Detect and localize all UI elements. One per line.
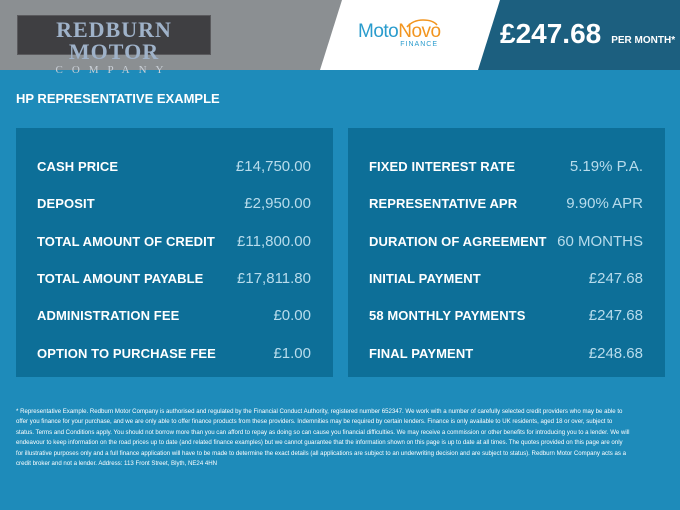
detail-label: 58 MONTHLY PAYMENTS xyxy=(369,308,526,324)
detail-value: £248.68 xyxy=(588,344,643,362)
detail-value: £0.00 xyxy=(273,307,311,325)
detail-label: OPTION TO PURCHASE FEE xyxy=(37,345,216,361)
detail-row-deposit xyxy=(16,185,333,222)
detail-row-total-credit xyxy=(16,223,333,260)
detail-value: £2,950.00 xyxy=(244,195,311,213)
detail-row-final-payment xyxy=(348,334,665,371)
detail-label: CASH PRICE xyxy=(37,159,119,175)
detail-value: 9.90% APR xyxy=(566,195,643,213)
detail-label: REPRESENTATIVE APR xyxy=(369,196,518,212)
dealer-name: REDBURN MOTOR xyxy=(56,17,172,64)
dealer-logo xyxy=(17,15,211,76)
detail-label: TOTAL AMOUNT OF CREDIT xyxy=(37,233,215,249)
detail-label: TOTAL AMOUNT PAYABLE xyxy=(37,271,204,287)
detail-label: ADMINISTRATION FEE xyxy=(37,308,180,324)
car-icon xyxy=(405,19,439,29)
detail-row-admin-fee xyxy=(16,297,333,334)
detail-label: FIXED INTEREST RATE xyxy=(369,159,516,175)
detail-label: DEPOSIT xyxy=(37,196,95,212)
detail-row-duration xyxy=(348,223,665,260)
detail-row-option-fee xyxy=(16,334,333,371)
detail-row-interest-rate xyxy=(348,148,665,185)
detail-row-initial-payment xyxy=(348,260,665,297)
detail-label: INITIAL PAYMENT xyxy=(369,271,481,287)
detail-value: 60 MONTHS xyxy=(557,232,643,250)
dealer-subtitle: COMPANY xyxy=(55,64,173,76)
detail-row-total-payable xyxy=(16,260,333,297)
finance-details-right xyxy=(348,128,665,377)
finance-subtitle: FINANCE xyxy=(400,41,438,48)
detail-label: DURATION OF AGREEMENT xyxy=(369,233,547,249)
finance-brand-novo: Novo xyxy=(398,21,441,42)
page-title: HP REPRESENTATIVE EXAMPLE xyxy=(16,91,220,106)
monthly-price-block xyxy=(500,18,675,52)
detail-row-cash-price xyxy=(16,148,333,185)
detail-label: FINAL PAYMENT xyxy=(369,345,474,361)
monthly-price: £247.68 xyxy=(500,18,602,49)
detail-row-monthly-payments xyxy=(348,297,665,334)
detail-value: £11,800.00 xyxy=(237,232,311,250)
detail-value: 5.19% P.A. xyxy=(569,158,643,176)
detail-value: £247.68 xyxy=(588,307,643,325)
per-month-label: PER MONTH* xyxy=(611,35,676,46)
finance-details-left xyxy=(16,128,333,377)
detail-value: £14,750.00 xyxy=(235,158,311,176)
detail-value: £1.00 xyxy=(273,344,311,362)
disclaimer-text: * Representative Example. Redburn Motor Company is authorised and regulated by the Financial Conduct Authority, registered number 652347. We work with a number of carefully selected credit providers who may be able to offer you finance for your purchase, and we are only able to offer finance products from these providers. Indemnities may be required by certain lenders. Finance is only available to UK residents, aged 18 or over, subject to status. Terms and Conditions apply. You should not borrow more than you can afford to repay as doing so can cause you financial difficulties. We may receive a commission or other benefits for introducing you to a lender. We will endeavour to keep information on the road prices up to date (and related finance examples) but we cannot guarantee that the information shown on this page is up to date at all times. The quotes provided on this page are only for illustrative purposes only and a full finance application will have to be made to determine the exact details (all applications are subject to an underwriting decision and are subject to status). Redburn Motor Company acts as a credit broker and not a lender. Address: 113 Front Street, Blyth, NE24 4HN xyxy=(16,408,630,468)
detail-row-apr xyxy=(348,185,665,222)
detail-value: £247.68 xyxy=(588,270,643,288)
finance-brand-moto: Moto xyxy=(358,21,399,42)
detail-value: £17,811.80 xyxy=(237,270,311,288)
